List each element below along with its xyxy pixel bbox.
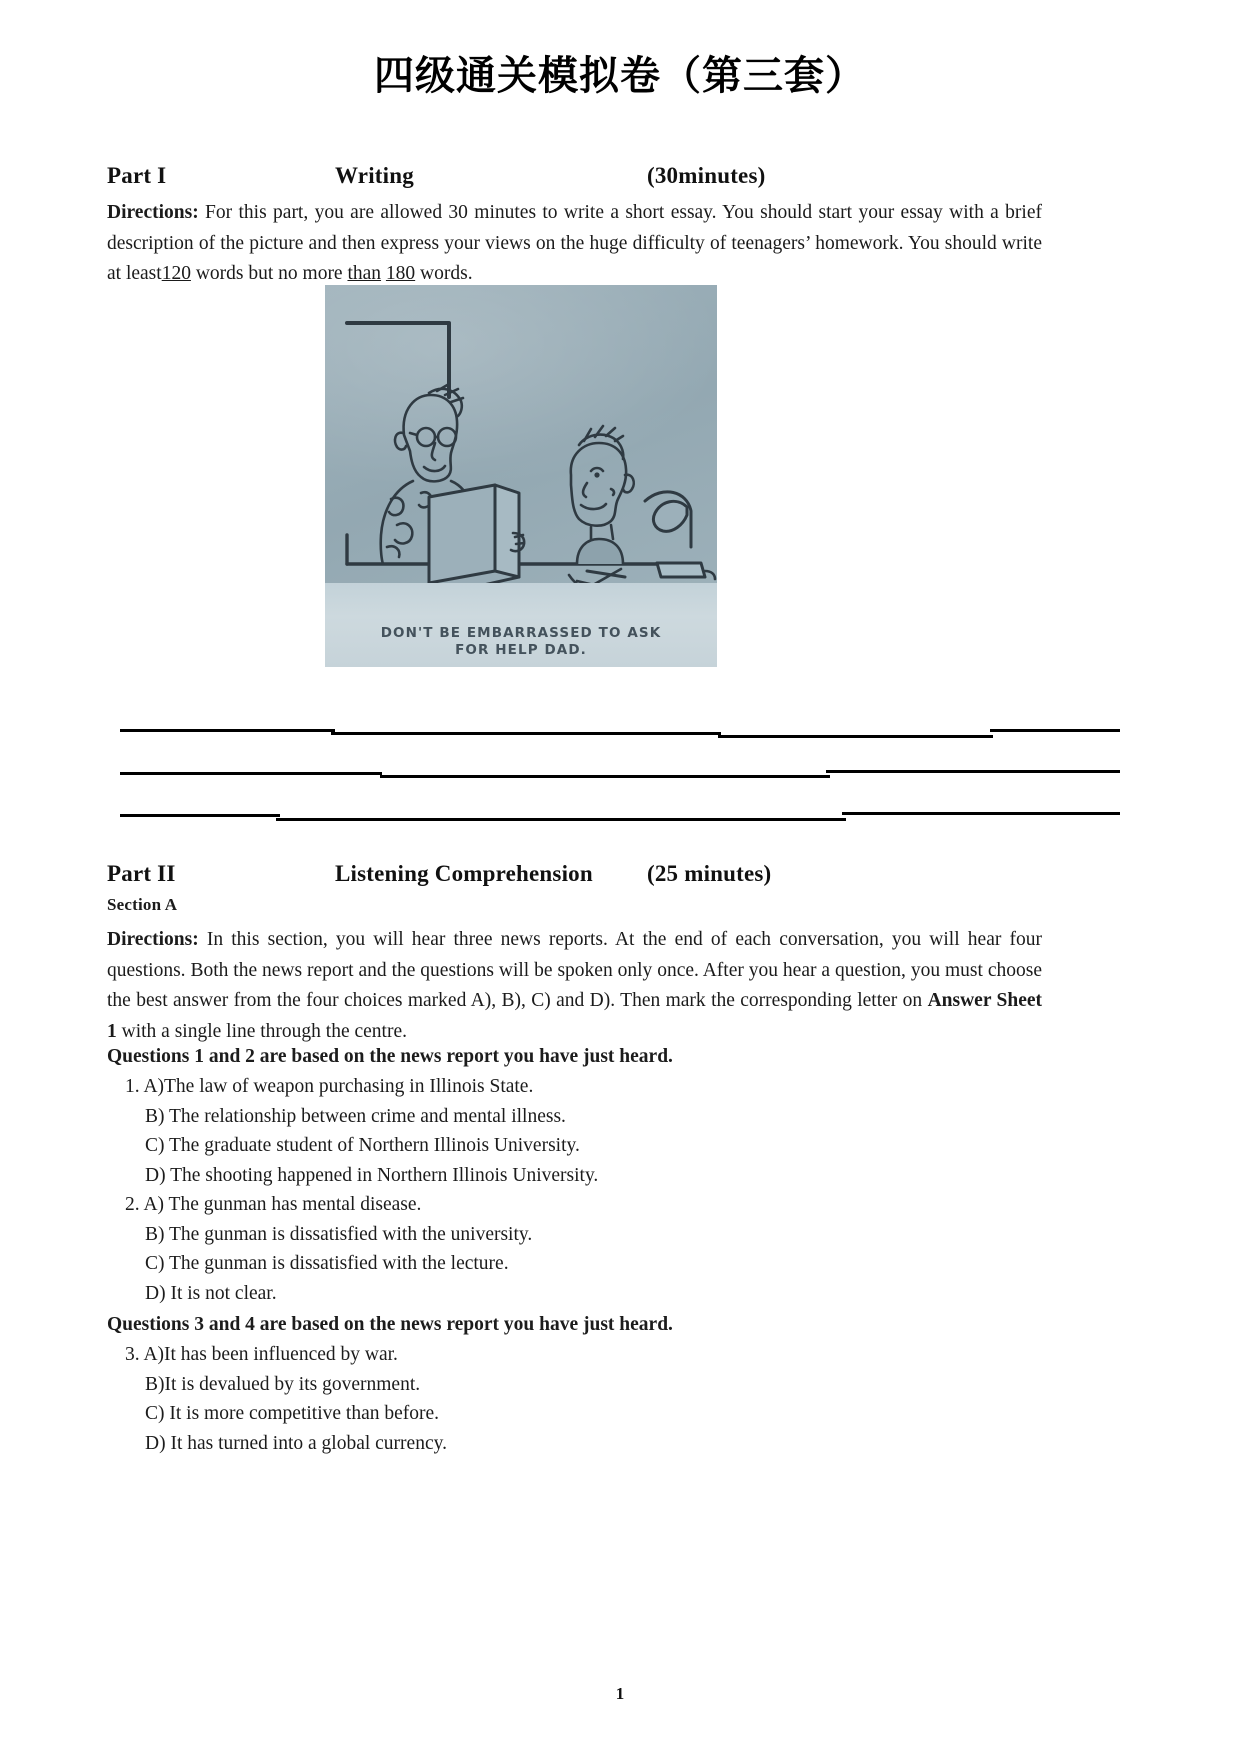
questions-3-4-heading: Questions 3 and 4 are based on the news report you have just heard. — [107, 1314, 673, 1335]
writing-line-3-b — [276, 818, 846, 821]
question-1-option-a[interactable] — [107, 1072, 1042, 1102]
question-1-option-c[interactable]: C) The graduate student of Northern Illinois University. — [145, 1135, 580, 1156]
question-1-number: 1. — [125, 1076, 140, 1097]
question-3-option-d[interactable]: D) It has turned into a global currency. — [145, 1432, 447, 1454]
question-3-option-a-text: A)It has been influenced by war. — [143, 1344, 398, 1365]
part1-label: Part I — [107, 163, 167, 188]
question-3-number: 3. — [125, 1344, 140, 1365]
question-2-option-d[interactable]: D) It is not clear. — [145, 1282, 277, 1304]
part1-directions-text-1: For this part, you are allowed 30 minutes to write a short essay. You should start your essay with a brief description of the picture and then express your views on the huge difficulty of teenagers’ homework. You should write at least — [107, 202, 1042, 284]
page-title: 四级通关模拟卷（第三套） — [374, 53, 866, 99]
writing-line-1-a — [120, 729, 335, 732]
question-3 — [107, 1340, 1042, 1458]
answer-sheet-reference: Answer Sheet 1 — [107, 990, 1042, 1042]
cartoon-caption — [325, 625, 717, 659]
question-1-option-a-text: A)The law of weapon purchasing in Illinois State. — [143, 1076, 534, 1097]
part2-directions — [107, 925, 1042, 1047]
question-2-option-a[interactable] — [107, 1190, 1042, 1220]
cartoon-caption-line-1: DON'T BE EMBARRASSED TO ASK — [380, 625, 662, 641]
part2-name: Listening Comprehension — [335, 861, 593, 886]
part2-directions-label: Directions: — [107, 929, 199, 950]
question-2-option-b[interactable]: B) The gunman is dissatisfied with the university. — [145, 1223, 533, 1245]
question-1-option-b[interactable]: B) The relationship between crime and mental illness. — [145, 1105, 566, 1127]
part2-header — [107, 861, 1042, 887]
part1-directions — [107, 198, 1042, 290]
writing-line-2-b — [380, 775, 830, 778]
writing-line-2-c — [826, 770, 1120, 773]
writing-line-1-c — [718, 735, 993, 738]
writing-line-3-a — [120, 814, 280, 817]
part2-directions-text-1: In this section, you will hear three news reports. At the end of each conversation, you will hear four questions. Both the news report and the questions will be spoken only once. After you hear a question, you must choose the best answer from the four choices marked A), B), C) and D). Then mark the corresponding letter on — [107, 929, 1042, 1011]
question-3-option-b[interactable]: B)It is devalued by its government. — [145, 1373, 421, 1395]
writing-line-1-b — [331, 732, 721, 735]
cartoon-canvas — [325, 285, 717, 667]
writing-line-1-d — [990, 729, 1120, 732]
cartoon-caption-line-2: FOR HELP DAD. — [455, 642, 587, 658]
question-2 — [107, 1190, 1042, 1308]
part1-name: Writing — [335, 163, 414, 188]
section-a-label: Section A — [107, 895, 178, 914]
part1-directions-text-2: words but no more — [190, 263, 348, 284]
part1-than-word: than — [347, 263, 382, 284]
question-3-option-c[interactable]: C) It is more competitive than before. — [145, 1403, 440, 1424]
part1-header — [107, 163, 1042, 189]
part1-min-words: 120 — [161, 263, 191, 284]
questions-1-2-heading: Questions 1 and 2 are based on the news report you have just heard. — [107, 1046, 673, 1067]
writing-line-2-a — [120, 772, 382, 775]
part2-time: (25 minutes) — [647, 861, 772, 886]
part1-max-words: 180 — [385, 263, 416, 284]
writing-prompt-cartoon — [325, 285, 717, 667]
question-1 — [107, 1072, 1042, 1190]
page-number: 1 — [615, 1684, 625, 1703]
question-1-option-d[interactable]: D) The shooting happened in Northern Illinois University. — [145, 1164, 599, 1186]
question-2-number: 2. — [125, 1194, 140, 1215]
part1-directions-text-3: words. — [415, 263, 473, 284]
part1-directions-label: Directions: — [107, 202, 199, 223]
part1-time: (30minutes) — [647, 163, 766, 188]
question-2-option-a-text: A) The gunman has mental disease. — [143, 1194, 422, 1215]
part2-directions-text-2: with a single line through the centre. — [116, 1020, 408, 1042]
question-2-option-c[interactable]: C) The gunman is dissatisfied with the lecture. — [145, 1253, 509, 1274]
question-3-option-a[interactable] — [107, 1340, 1042, 1370]
writing-line-3-c — [842, 812, 1120, 815]
part2-label: Part II — [107, 861, 176, 886]
